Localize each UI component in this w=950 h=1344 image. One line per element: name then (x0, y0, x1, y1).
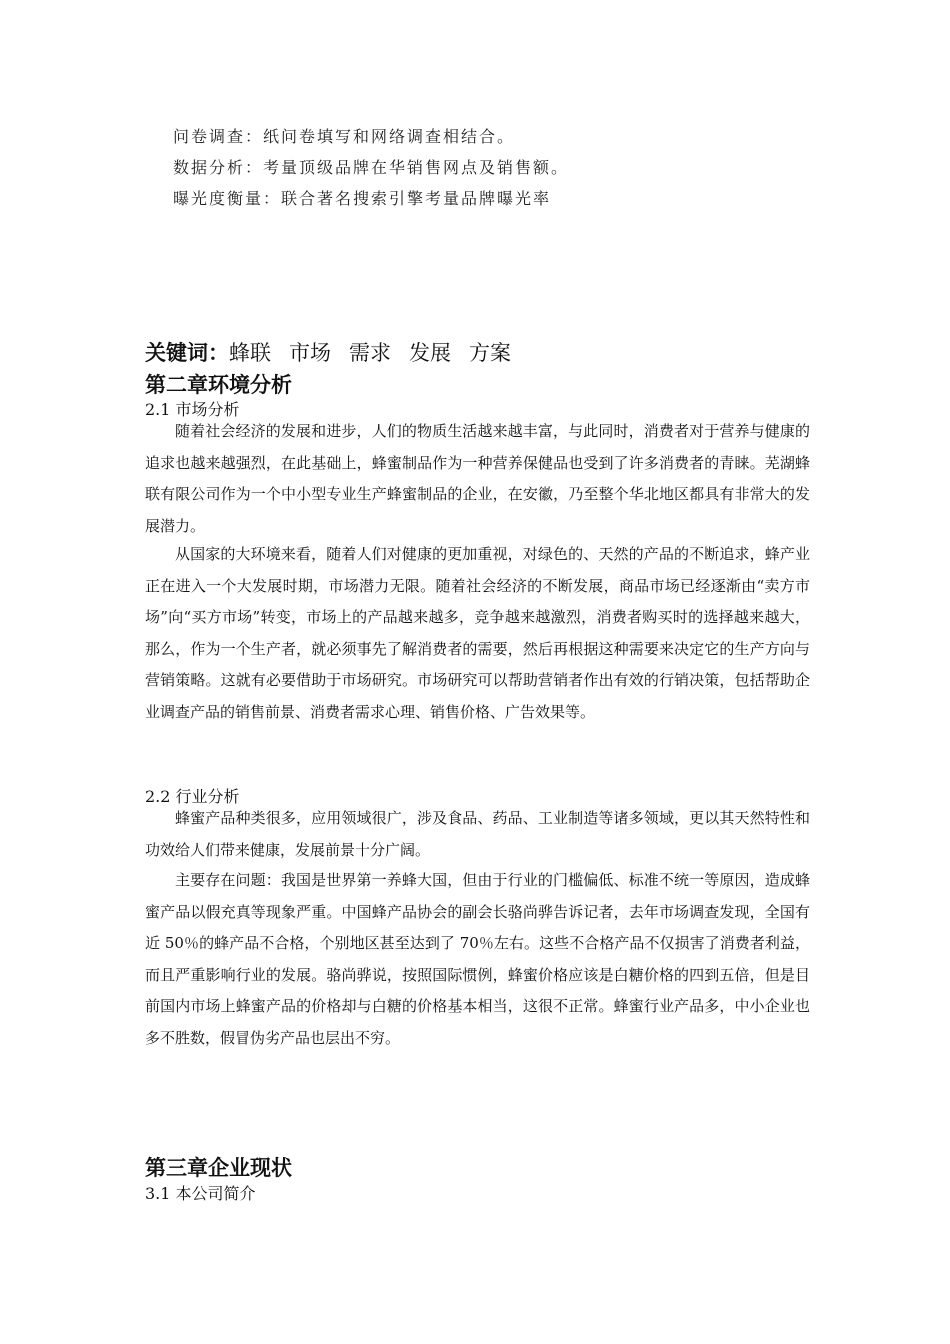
keyword: 市场 (289, 341, 331, 365)
keyword: 需求 (349, 341, 391, 365)
section-2-1-heading: 2.1 市场分析 (145, 400, 240, 419)
keyword: 方案 (469, 341, 511, 365)
keyword: 蜂联 (229, 341, 271, 365)
paragraph-market-1: 随着社会经济的发展和进步，人们的物质生活越来越丰富，与此同时，消费者对于营养与健康的追求也越来越强烈，在此基础上，蜂蜜制品作为一种营养保健品也受到了许多消费者的青睐。芜湖蜂联有限公司作为一个中小型专业生产蜂蜜制品的企业，在安徽，乃至整个华北地区都具有非常大的发展潜力。 (145, 422, 810, 535)
method-questionnaire: 问卷调查：纸问卷填写和网络调查相结合。 (173, 127, 516, 146)
method-data-analysis: 数据分析：考量顶级品牌在华销售网点及销售额。 (173, 158, 570, 177)
section-3-1-heading: 3.1 本公司简介 (145, 1184, 256, 1203)
keyword: 发展 (409, 341, 451, 365)
method-exposure: 曝光度衡量：联合著名搜索引擎考量品牌曝光率 (173, 189, 552, 208)
keywords-label: 关键词： (145, 341, 229, 365)
paragraph-industry-1: 蜂蜜产品种类很多，应用领域很广，涉及食品、药品、工业制造等诸多领域，更以其天然特性和功效给人们带来健康，发展前景十分广阔。 (145, 809, 810, 859)
section-2-2-heading: 2.2 行业分析 (145, 787, 240, 806)
chapter-2-heading: 第二章环境分析 (145, 373, 292, 397)
paragraph-market-2: 从国家的大环境来看，随着人们对健康的更加重视，对绿色的、天然的产品的不断追求，蜂产业正在进入一个大发展时期，市场潜力无限。随着社会经济的不断发展，商品市场已经逐渐由“卖方市场”向“买方市场”转变，市场上的产品越来越多，竞争越来越激烈，消费者购买时的选择越来越大，那么，作为一个生产者，就必须事先了解消费者的需要，然后再根据这种需要来决定它的生产方向与营销策略。这就有必要借助于市场研究。市场研究可以帮助营销者作出有效的行销决策，包括帮助企业调查产品的销售前景、消费者需求心理、销售价格、广告效果等。 (145, 545, 810, 721)
paragraph-industry-2: 主要存在问题：我国是世界第一养蜂大国，但由于行业的门槛偏低、标准不统一等原因，造成蜂蜜产品以假充真等现象严重。中国蜂产品协会的副会长骆尚骅告诉记者，去年市场调查发现，全国有近 50％的蜂产品不合格，个别地区甚至达到了 70％左右。这些不合格产品不仅损害了消费者利益，而且严重影响行业的发展。骆尚骅说，按照国际惯例，蜂蜜价格应该是白糖价格的四到五倍，但是目前国内市场上蜂蜜产品的价格却与白糖的价格基本相当，这很不正常。蜂蜜行业产品多，中小企业也多不胜数，假冒伪劣产品也层出不穷。 (145, 871, 810, 1047)
keywords-line (145, 337, 529, 367)
chapter-3-heading: 第三章企业现状 (145, 1156, 292, 1180)
